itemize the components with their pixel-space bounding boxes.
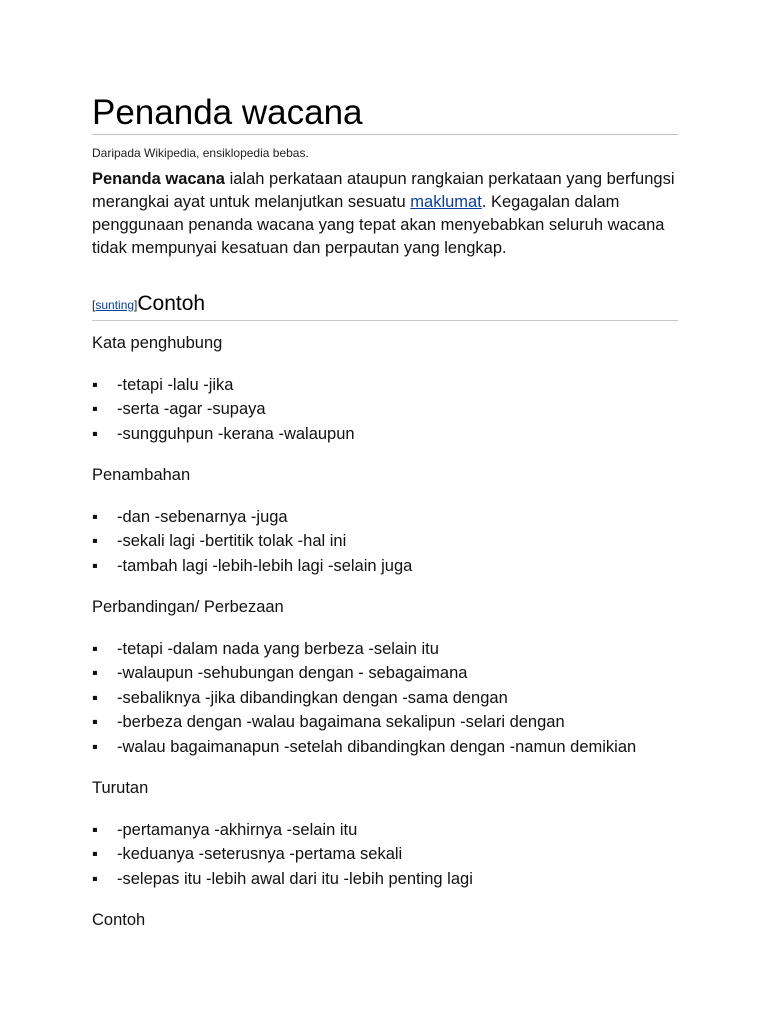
group-heading-perbandingan: Perbandingan/ Perbezaan bbox=[92, 598, 284, 616]
list-item-text: -walaupun -sehubungan dengan - sebagaimana bbox=[117, 664, 468, 682]
list-item-text: -serta -agar -supaya bbox=[117, 400, 266, 418]
bullet-icon: ▪ bbox=[92, 664, 98, 682]
intro-paragraph bbox=[92, 168, 682, 260]
list-item bbox=[92, 842, 692, 867]
edit-bracket-open: [ bbox=[92, 298, 96, 312]
list-perbandingan bbox=[92, 637, 692, 760]
list-item bbox=[92, 529, 692, 554]
section-divider bbox=[92, 320, 678, 321]
group-heading-turutan: Turutan bbox=[92, 779, 149, 797]
group-heading-kata-penghubung: Kata penghubung bbox=[92, 334, 223, 352]
list-item bbox=[92, 686, 692, 711]
section-content bbox=[92, 331, 692, 933]
edit-bracket-close: ] bbox=[134, 298, 138, 312]
maklumat-link[interactable]: maklumat bbox=[410, 193, 482, 211]
list-penambahan bbox=[92, 505, 692, 579]
list-item-text: -tetapi -dalam nada yang berbeza -selain itu bbox=[117, 639, 439, 658]
list-item bbox=[92, 505, 692, 530]
bullet-icon: ▪ bbox=[92, 869, 98, 888]
list-item-text: -berbeza dengan -walau bagaimana sekalipun -selari dengan bbox=[117, 713, 565, 731]
list-item-text: -sungguhpun -kerana -walaupun bbox=[117, 424, 355, 443]
list-turutan bbox=[92, 818, 692, 892]
list-item-text: -tetapi -lalu -jika bbox=[117, 375, 234, 394]
page-title: Penanda wacana bbox=[92, 93, 363, 132]
list-item bbox=[92, 373, 692, 398]
group-heading-penambahan: Penambahan bbox=[92, 466, 191, 484]
list-item bbox=[92, 710, 692, 735]
bullet-icon: ▪ bbox=[92, 688, 98, 707]
bullet-icon: ▪ bbox=[92, 556, 98, 575]
list-item-text: -sekali lagi -bertitik tolak -hal ini bbox=[117, 532, 347, 550]
list-item-text: -selepas itu -lebih awal dari itu -lebih penting lagi bbox=[117, 869, 473, 888]
bullet-icon: ▪ bbox=[92, 375, 98, 394]
list-item-text: -dan -sebenarnya -juga bbox=[117, 507, 288, 526]
intro-text-before-link: ialah perkataan ataupun rangkaian perkataan yang berfungsi merangkai ayat untuk melanjutkan sesuatu bbox=[92, 170, 675, 211]
list-item-text: -keduanya -seterusnya -pertama sekali bbox=[117, 845, 403, 863]
intro-text-after-link: . Kegagalan dalam penggunaan penanda wacana yang tepat akan menyebabkan seluruh wacana tidak mempunyai kesatuan dan perpautan yang lengkap. bbox=[92, 193, 665, 257]
list-item bbox=[92, 818, 692, 843]
list-item-text: -tambah lagi -lebih-lebih lagi -selain juga bbox=[117, 556, 413, 575]
list-item bbox=[92, 867, 692, 892]
sunting-link[interactable]: sunting bbox=[95, 298, 135, 312]
section-heading-contoh bbox=[92, 291, 678, 319]
title-divider bbox=[92, 134, 678, 135]
section-heading-text: Contoh bbox=[137, 292, 206, 315]
bullet-icon: ▪ bbox=[92, 532, 98, 550]
bullet-icon: ▪ bbox=[92, 507, 98, 526]
list-item bbox=[92, 735, 652, 760]
list-item-text: -sebaliknya -jika dibandingkan dengan -sama dengan bbox=[117, 688, 508, 707]
bullet-icon: ▪ bbox=[92, 845, 98, 863]
list-item bbox=[92, 397, 692, 422]
list-item-text: -pertamanya -akhirnya -selain itu bbox=[117, 820, 358, 839]
site-subtitle: Daripada Wikipedia, ensiklopedia bebas. bbox=[92, 146, 309, 160]
list-item bbox=[92, 637, 692, 662]
list-kata-penghubung bbox=[92, 373, 692, 447]
bullet-icon: ▪ bbox=[92, 424, 98, 443]
edit-section bbox=[92, 298, 137, 312]
bullet-icon: ▪ bbox=[92, 639, 98, 658]
list-item bbox=[92, 554, 692, 579]
list-item bbox=[92, 422, 692, 447]
intro-bold-term: Penanda wacana bbox=[92, 170, 225, 188]
bullet-icon: ▪ bbox=[92, 737, 98, 756]
bullet-icon: ▪ bbox=[92, 400, 98, 418]
bullet-icon: ▪ bbox=[92, 713, 98, 731]
final-heading-contoh: Contoh bbox=[92, 911, 146, 929]
bullet-icon: ▪ bbox=[92, 820, 98, 839]
list-item bbox=[92, 661, 692, 686]
list-item-text: -walau bagaimanapun -setelah dibandingkan dengan -namun demikian bbox=[117, 737, 637, 756]
